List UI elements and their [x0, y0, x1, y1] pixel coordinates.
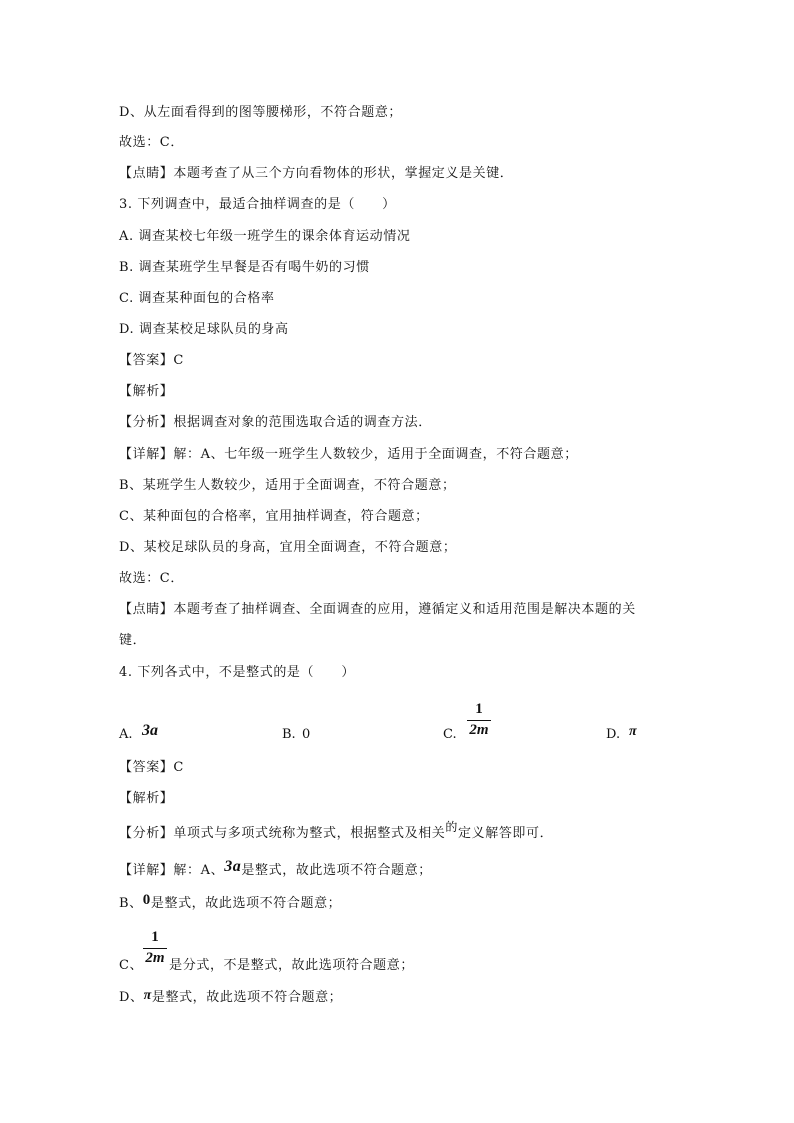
choice-a: A. 调查某校七年级一班学生的课余体育运动情况 — [119, 229, 411, 244]
detail-line-c — [119, 957, 414, 975]
choice-c: C. 调查某种面包的合格率 — [119, 291, 275, 306]
text-line: 【点睛】本题考查了抽样调查、全面调查的应用，遵循定义和适用范围是解决本题的关 — [119, 602, 636, 617]
detail-line-d — [119, 989, 342, 1007]
option-d-label: D. — [606, 727, 621, 742]
text-line: 键． — [119, 633, 147, 648]
fraction-numerator: 1 — [475, 701, 483, 717]
option-c-label: C. — [443, 727, 457, 742]
detail-text: 是整式，故此选项不符合题意； — [150, 896, 342, 911]
detail-label: 【详解】解：A、 — [119, 863, 225, 878]
fraction-denominator: 2m — [469, 722, 489, 738]
text-line: 【详解】解：A、七年级一班学生人数较少，适用于全面调查，不符合题意； — [119, 447, 578, 462]
text-line: D、从左面看得到的图等腰梯形，不符合题意； — [119, 105, 403, 120]
option-d-expr: π — [629, 724, 637, 739]
text-line: 故选：C． — [119, 135, 184, 150]
answer-label: 【答案】C — [119, 353, 184, 368]
text-line: 【分析】根据调查对象的范围选取合适的调查方法． — [119, 415, 432, 430]
fraction-numerator: 1 — [151, 929, 159, 945]
option-c-fraction — [467, 701, 491, 739]
detail-label: D、 — [119, 990, 144, 1005]
text-line: 故选：C． — [119, 571, 184, 586]
detail-label: B、 — [119, 896, 143, 911]
detail-line-b — [119, 894, 341, 913]
analysis-text — [119, 820, 554, 843]
inline-math-zero: 0 — [142, 892, 151, 908]
option-b-label: B. — [282, 727, 296, 742]
text-line: C、某种面包的合格率，宜用抽样调查，符合题意； — [119, 509, 429, 524]
fraction-bar — [467, 720, 491, 721]
detail-line-a — [119, 858, 432, 880]
analysis-label: 【解析】 — [119, 791, 174, 806]
analysis-text-part: 定义解答即可． — [458, 826, 554, 841]
option-b-expr: 0 — [302, 727, 311, 742]
question-3-title: 3. 下列调查中，最适合抽样调查的是（ ） — [119, 197, 396, 212]
question-4-title: 4. 下列各式中，不是整式的是（ ） — [119, 665, 355, 680]
detail-text: 是分式，不是整式，故此选项符合题意； — [169, 958, 414, 973]
choice-b: B. 调查某班学生早餐是否有喝牛奶的习惯 — [119, 260, 370, 275]
inline-math-3a: 3a — [224, 858, 242, 875]
analysis-text-raised: 的 — [445, 820, 459, 834]
detail-text: 是整式，故此选项不符合题意； — [151, 990, 343, 1005]
fraction-bar — [143, 948, 167, 949]
analysis-label: 【解析】 — [119, 384, 174, 399]
inline-math-pi: π — [143, 988, 152, 1003]
choice-d: D. 调查某校足球队员的身高 — [119, 322, 289, 337]
answer-label: 【答案】C — [119, 760, 184, 775]
option-a-expr: 3a — [142, 722, 158, 739]
text-line: B、某班学生人数较少，适用于全面调查，不符合题意； — [119, 478, 456, 493]
detail-text: 是整式，故此选项不符合题意； — [241, 863, 432, 878]
option-a-label: A. — [119, 727, 133, 742]
fraction-denominator: 2m — [145, 950, 165, 966]
detail-label: C、 — [119, 958, 144, 973]
analysis-text-part: 【分析】单项式与多项式统称为整式，根据整式及相关 — [119, 826, 446, 841]
text-line: D、某校足球队员的身高，宜用全面调查，不符合题意； — [119, 540, 457, 555]
text-line: 【点睛】本题考查了从三个方向看物体的形状，掌握定义是关键． — [119, 166, 514, 181]
